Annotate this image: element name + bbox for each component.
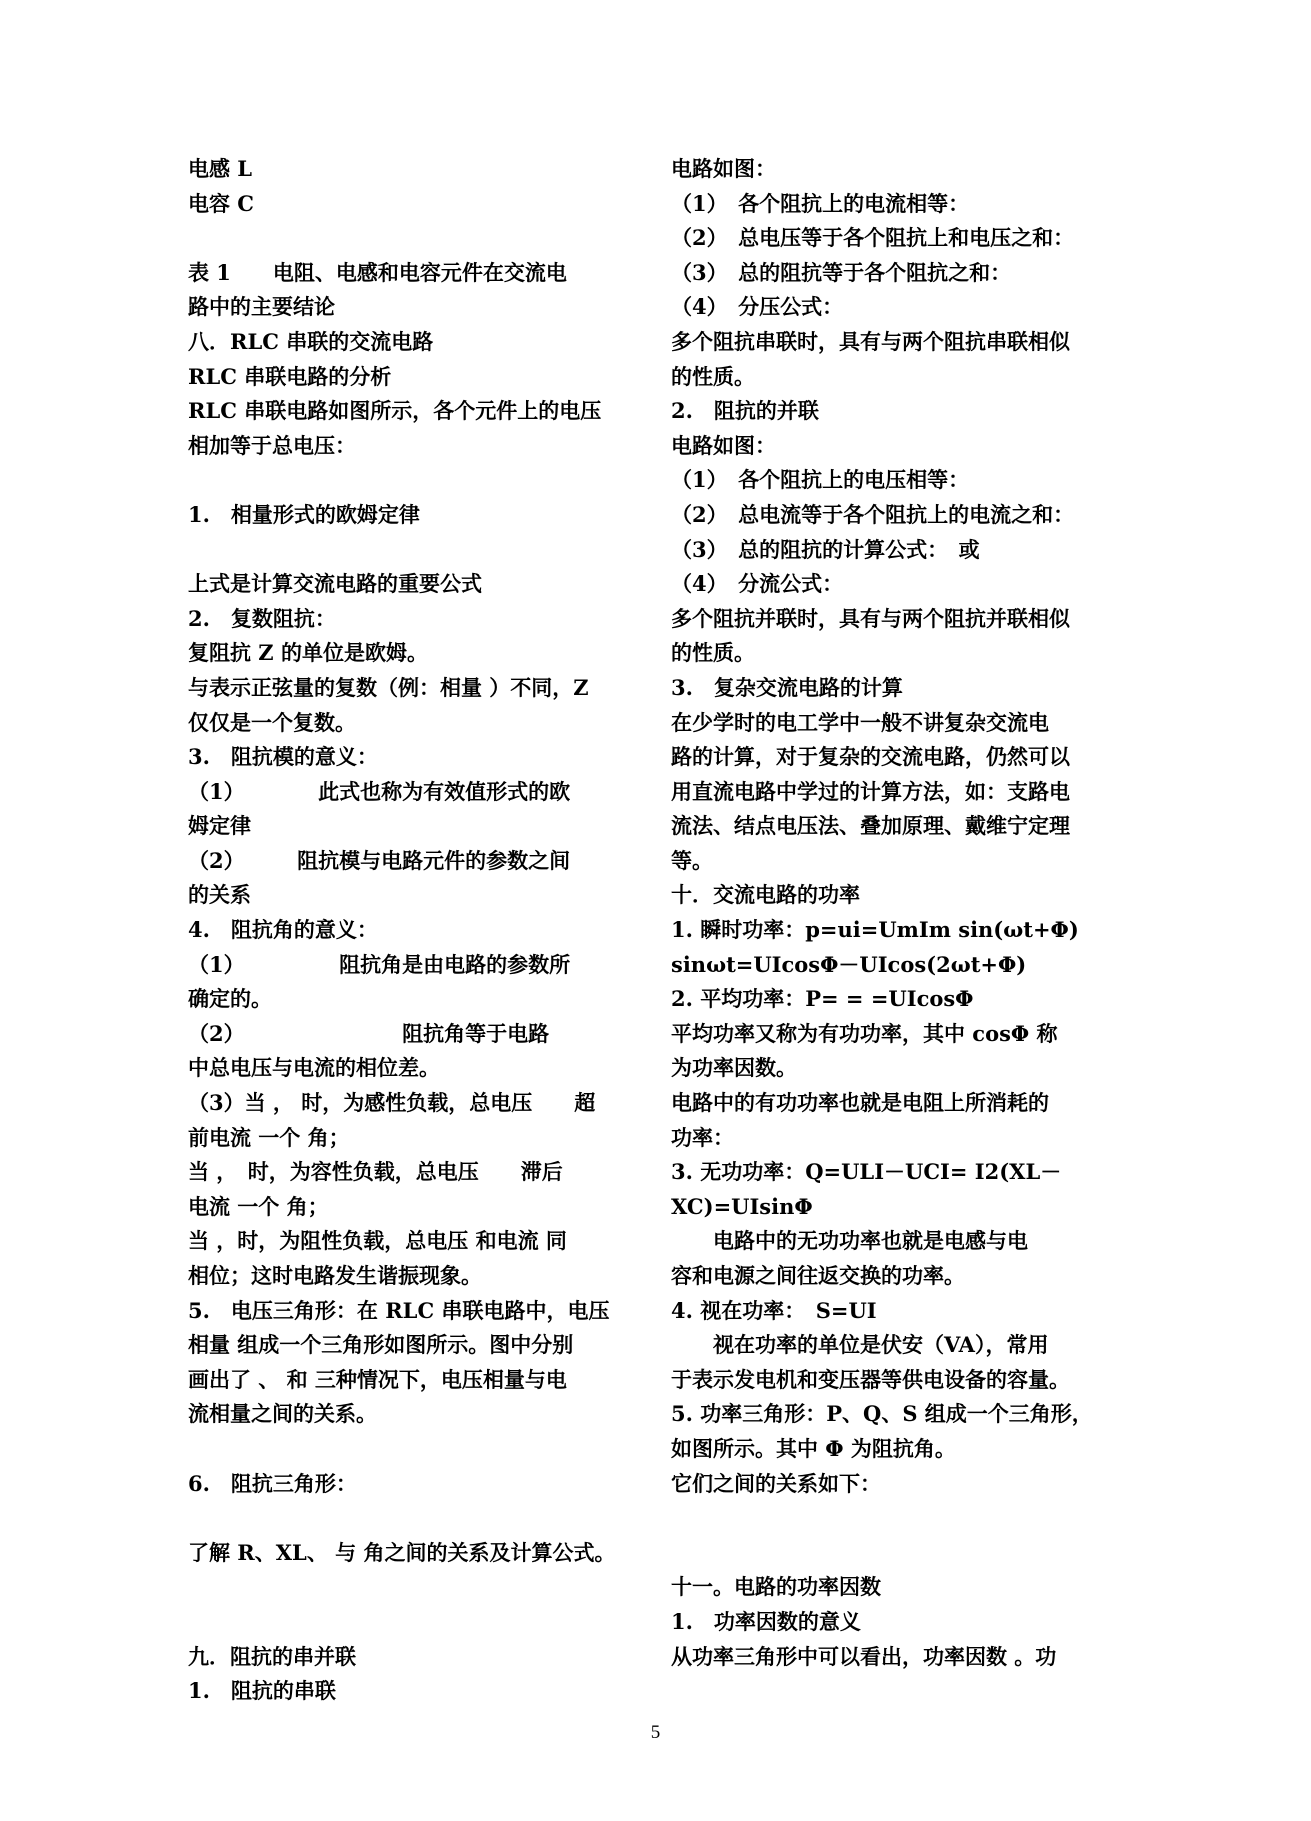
text-line: 当 ，时，为阻性负载，总电压 和电流 同 [188, 1228, 567, 1254]
text-line: 2. 阻抗的并联 [671, 398, 819, 424]
text-line: RLC 串联电路如图所示，各个元件上的电压 [188, 398, 602, 424]
text-line: RLC 串联电路的分析 [188, 363, 392, 389]
text-line: 2. 平均功率：P= = =UIcosΦ [671, 986, 974, 1012]
text-line [188, 1501, 628, 1536]
text-line: 于表示发电机和变压器等供电设备的容量。 [671, 1366, 1070, 1392]
text-line: 相位；这时电路发生谐振现象。 [188, 1263, 482, 1288]
text-line: 电感 L [188, 156, 253, 181]
text-line: 它们之间的关系如下： [671, 1470, 881, 1496]
text-line: 的关系 [188, 882, 251, 908]
text-line: 3. 阻抗模的意义： [188, 744, 378, 770]
text-line: 多个阻抗串联时，具有与两个阻抗串联相似 [671, 328, 1070, 354]
text-line: 为功率因数。 [671, 1055, 797, 1081]
text-line: （2） 阻抗角等于电路 [188, 1020, 550, 1046]
text-line: 功率： [671, 1124, 734, 1150]
text-line: 流相量之间的关系。 [188, 1401, 377, 1427]
text-line [188, 1570, 628, 1605]
text-line: 流法、结点电压法、叠加原理、戴维宁定理 [671, 813, 1070, 839]
text-line: （1） 各个阻抗上的电压相等： [671, 467, 970, 493]
text-line: 视在功率的单位是伏安（VA），常用 [671, 1332, 1049, 1358]
text-line [188, 463, 628, 498]
text-line: （3）当 ， 时，为感性负载，总电压 超 [188, 1090, 596, 1116]
page-number: 5 [650, 1722, 661, 1743]
text-line: （1） 各个阻抗上的电流相等： [671, 190, 970, 216]
right-text-column [671, 152, 1114, 1674]
text-line: 3. 复杂交流电路的计算 [671, 674, 903, 700]
text-line: 2. 复数阻抗： [188, 605, 336, 631]
text-line: 中总电压与电流的相位差。 [188, 1055, 440, 1081]
text-line: （1） 此式也称为有效值形式的欧 [188, 778, 571, 804]
text-line: 前电流 一个 角； [188, 1124, 350, 1150]
text-line: （3） 总的阻抗等于各个阻抗之和： [671, 259, 1012, 285]
text-line: 与表示正弦量的复数（例：相量 ）不同，Z [188, 674, 589, 700]
text-line: （2） 阻抗模与电路元件的参数之间 [188, 847, 571, 873]
text-line [188, 221, 628, 256]
text-line: 5. 电压三角形：在 RLC 串联电路中，电压 [188, 1297, 610, 1323]
text-line: 确定的。 [188, 986, 272, 1012]
text-line: 的性质。 [671, 363, 755, 389]
text-line [188, 1605, 628, 1640]
text-line: 多个阻抗并联时，具有与两个阻抗并联相似 [671, 605, 1070, 631]
text-line: 电路如图： [671, 432, 776, 458]
text-line: （1） 阻抗角是由电路的参数所 [188, 951, 571, 977]
text-line: 路的计算，对于复杂的交流电路，仍然可以 [671, 744, 1070, 770]
text-line: 路中的主要结论 [188, 294, 335, 320]
text-line: 的性质。 [671, 640, 755, 666]
text-line: 仅仅是一个复数。 [188, 709, 356, 735]
text-line: 4. 阻抗角的意义： [188, 917, 378, 943]
text-line: （3） 总的阻抗的计算公式： 或 [671, 536, 980, 562]
text-line: 3. 无功功率：Q=ULI－UCI= I2(XL－ [671, 1159, 1062, 1185]
text-line: 电路如图： [671, 156, 776, 181]
text-line: 相量 组成一个三角形如图所示。图中分别 [188, 1332, 574, 1358]
text-line: 6. 阻抗三角形： [188, 1470, 357, 1496]
text-line: 如图所示。其中 Φ 为阻抗角。 [671, 1435, 956, 1461]
text-line: 相加等于总电压： [188, 432, 356, 458]
text-line: 八．RLC 串联的交流电路 [188, 328, 434, 354]
text-line: 表 1 电阻、电感和电容元件在交流电 [188, 259, 567, 285]
text-line: 4. 视在功率： S=UI [671, 1297, 877, 1323]
text-line: 电容 C [188, 190, 255, 216]
text-line: 电路中的有功功率也就是电阻上所消耗的 [671, 1090, 1049, 1116]
text-line: 在少学时的电工学中一般不讲复杂交流电 [671, 709, 1049, 735]
text-line: 5. 功率三角形：P、Q、S 组成一个三角形， [671, 1401, 1093, 1427]
text-line: 1. 阻抗的串联 [188, 1678, 336, 1704]
text-line: 1. 相量形式的欧姆定律 [188, 501, 420, 527]
text-line: （2） 总电流等于各个阻抗上的电流之和： [671, 501, 1075, 527]
text-line [671, 1536, 1114, 1571]
text-line: 电路中的无功功率也就是电感与电 [671, 1228, 1028, 1254]
text-line: （2） 总电压等于各个阻抗上和电压之和： [671, 225, 1075, 251]
text-line: sinωt=UIcosΦ－UIcos(2ωt+Φ) [671, 951, 1027, 977]
text-line: 1. 功率因数的意义 [671, 1608, 861, 1634]
text-line [188, 1432, 628, 1467]
text-line: XC)=UIsinΦ [671, 1193, 813, 1219]
text-line: （4） 分流公式： [671, 571, 844, 597]
text-line: 了解 R、XL、 与 角之间的关系及计算公式。 [188, 1539, 616, 1565]
text-line: 上式是计算交流电路的重要公式 [188, 571, 482, 597]
text-line: 十一。电路的功率因数 [671, 1574, 881, 1600]
text-line: 电流 一个 角； [188, 1193, 329, 1219]
text-line: 十．交流电路的功率 [671, 882, 860, 908]
text-line: 等。 [671, 847, 713, 873]
text-line: （4） 分压公式： [671, 294, 844, 320]
text-line: 容和电源之间往返交换的功率。 [671, 1263, 965, 1288]
text-line: 从功率三角形中可以看出，功率因数 。功 [671, 1643, 1057, 1669]
text-line: 画出了 、 和 三种情况下，电压相量与电 [188, 1366, 567, 1392]
left-text-column [188, 152, 628, 1709]
text-line: 九．阻抗的串并联 [188, 1643, 356, 1669]
text-line: 复阻抗 Z 的单位是欧姆。 [188, 640, 428, 666]
text-line: 用直流电路中学过的计算方法，如：支路电 [671, 778, 1070, 804]
text-line [188, 533, 628, 568]
text-line: 姆定律 [188, 813, 251, 839]
text-line: 1. 瞬时功率：p=ui=UmIm sin(ωt+Φ) [671, 917, 1079, 943]
text-line: 平均功率又称为有功功率，其中 cosΦ 称 [671, 1020, 1058, 1046]
text-line: 当 ， 时，为容性负载，总电压 滞后 [188, 1159, 563, 1185]
text-line [671, 1501, 1114, 1536]
